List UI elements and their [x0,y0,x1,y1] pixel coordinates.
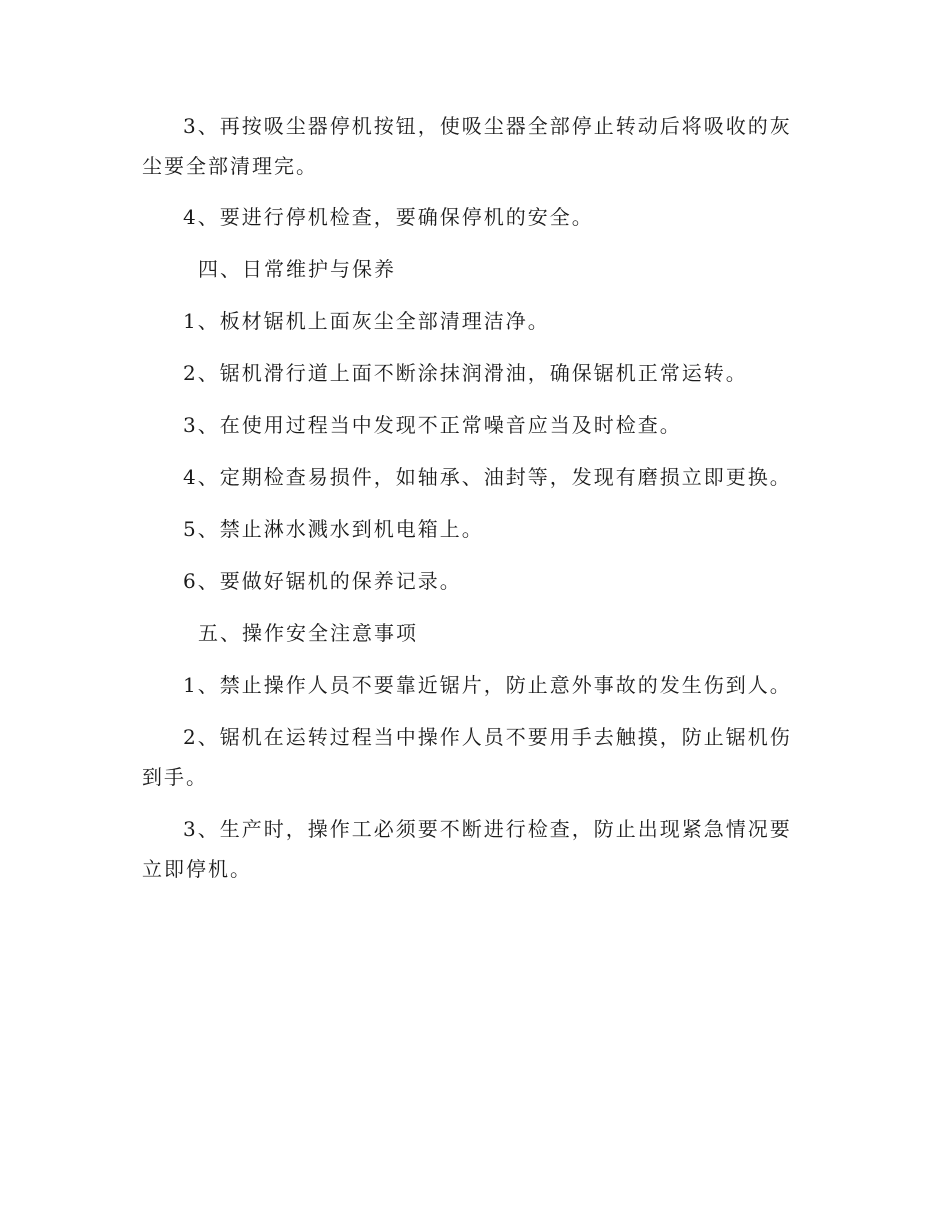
paragraph-keep-away-blade: 1、禁止操作人员不要靠近锯片，防止意外事故的发生伤到人。 [183,673,792,697]
paragraph-maintenance-record: 6、要做好锯机的保养记录。 [183,569,462,593]
paragraph-stop-vacuum: 3、再按吸尘器停机按钮，使吸尘器全部停止转动后将吸收的灰尘要全部清理完。 [142,114,792,178]
section-heading-safety: 五、操作安全注意事项 [198,621,418,645]
section-heading-maintenance: 四、日常维护与保养 [198,257,396,281]
paragraph-lubricate: 2、锯机滑行道上面不断涂抹润滑油，确保锯机正常运转。 [183,361,748,385]
paragraph-no-touch: 2、锯机在运转过程当中操作人员不要用手去触摸，防止锯机伤到手。 [142,725,792,789]
paragraph-wear-parts: 4、定期检查易损件，如轴承、油封等，发现有磨损立即更换。 [183,465,792,489]
paragraph-inspect-production: 3、生产时，操作工必须要不断进行检查，防止出现紧急情况要立即停机。 [142,817,792,881]
paragraph-noise-check: 3、在使用过程当中发现不正常噪音应当及时检查。 [183,413,682,437]
paragraph-no-water: 5、禁止淋水溅水到机电箱上。 [183,517,484,541]
paragraph-clean-dust: 1、板材锯机上面灰尘全部清理洁净。 [183,309,550,333]
paragraph-shutdown-check: 4、要进行停机检查，要确保停机的安全。 [183,205,594,229]
